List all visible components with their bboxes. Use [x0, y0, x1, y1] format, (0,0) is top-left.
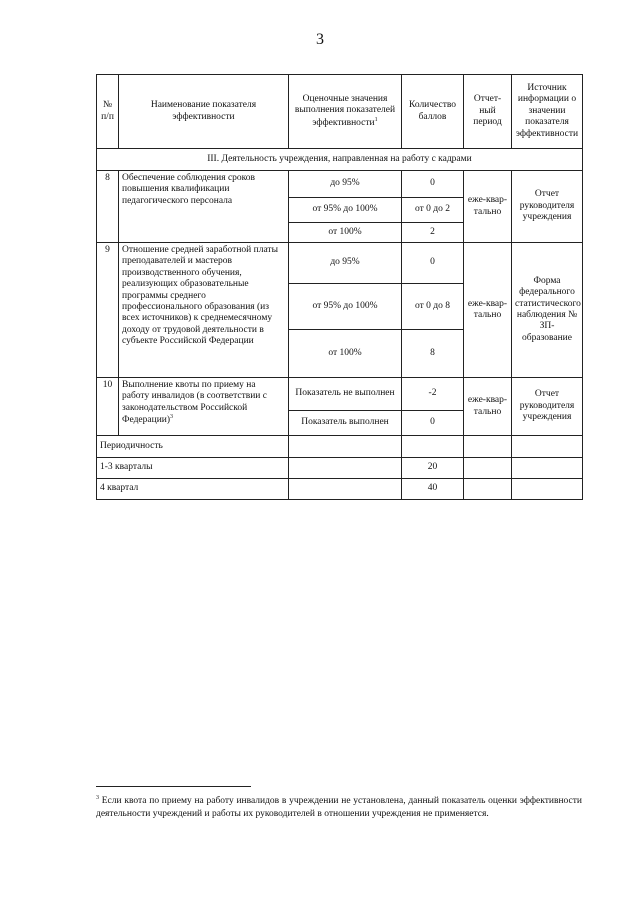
row-points: -2	[402, 378, 464, 411]
table-row	[97, 378, 583, 411]
row-value: до 95%	[289, 171, 402, 198]
row-num: 8	[97, 171, 119, 243]
row-source: Отчет руководителя учреждения	[512, 378, 583, 436]
page-number: 3	[316, 31, 324, 48]
periodicity-points: 20	[402, 458, 464, 479]
section-row	[97, 149, 583, 171]
row-points: 0	[402, 171, 464, 198]
footnote-mark: 3	[96, 795, 99, 801]
row-points: 8	[402, 330, 464, 378]
row-value: от 95% до 100%	[289, 284, 402, 330]
row-points: 2	[402, 223, 464, 243]
row-points: от 0 до 2	[402, 198, 464, 223]
row-source: Отчет руководителя учреждения	[512, 171, 583, 243]
table-header-row	[97, 75, 583, 149]
row-value: от 100%	[289, 223, 402, 243]
efficiency-table	[96, 74, 583, 500]
row-value: от 100%	[289, 330, 402, 378]
row-value: от 95% до 100%	[289, 198, 402, 223]
table-row	[97, 243, 583, 284]
header-points: Количество баллов	[402, 75, 464, 149]
row-period: еже-квар-тально	[464, 243, 512, 378]
row-num: 9	[97, 243, 119, 378]
row-value: Показатель не выполнен	[289, 378, 402, 411]
periodicity-label: 4 квартал	[97, 479, 289, 500]
periodicity-title: Периодичность	[97, 436, 289, 458]
section-title: III. Деятельность учреждения, направленная на работу с кадрами	[97, 149, 583, 171]
header-source: Источник информации о значении показателя эффективности	[512, 75, 583, 149]
periodicity-label: 1-3 кварталы	[97, 458, 289, 479]
row-name: Обеспечение соблюдения сроков повышения квалификации педагогического персонала	[119, 171, 289, 243]
row-period: еже-квар-тально	[464, 378, 512, 436]
table-row	[97, 171, 583, 198]
periodicity-points: 40	[402, 479, 464, 500]
footnote-text: Если квота по приему на работу инвалидов в учреждении не установлена, данный показатель оценки эффективности деятельности учреждений и работы их руководителей в отношении учреждения не применяется.	[96, 796, 582, 819]
row-period: еже-квар-тально	[464, 171, 512, 243]
row-value: до 95%	[289, 243, 402, 284]
periodicity-row	[97, 479, 583, 500]
header-num: № п/п	[97, 75, 119, 149]
periodicity-row	[97, 458, 583, 479]
row-value: Показатель выполнен	[289, 411, 402, 436]
header-name: Наименование показателя эффективности	[119, 75, 289, 149]
row-points: от 0 до 8	[402, 284, 464, 330]
row-num: 10	[97, 378, 119, 436]
row-points: 0	[402, 411, 464, 436]
header-period: Отчет-ный период	[464, 75, 512, 149]
row-name: Выполнение квоты по приему на работу инвалидов (в соответствии с законодательством Российской Федерации)$^3$	[119, 378, 289, 436]
periodicity-row	[97, 436, 583, 458]
header-values: Оценочные значения выполнения показателей эффективности$^1$	[289, 75, 402, 149]
row-source: Форма федерального статистического наблюдения № ЗП-образование	[512, 243, 583, 378]
footnote	[96, 794, 582, 821]
footnote-divider	[96, 786, 251, 787]
row-points: 0	[402, 243, 464, 284]
row-name: Отношение средней заработной платы преподавателей и мастеров производственного обучения, реализующих образовательные программы среднего профессионального образования (из всех источников) к среднемесячному доходу от трудовой деятельности в субъекте Российской Федерации	[119, 243, 289, 378]
